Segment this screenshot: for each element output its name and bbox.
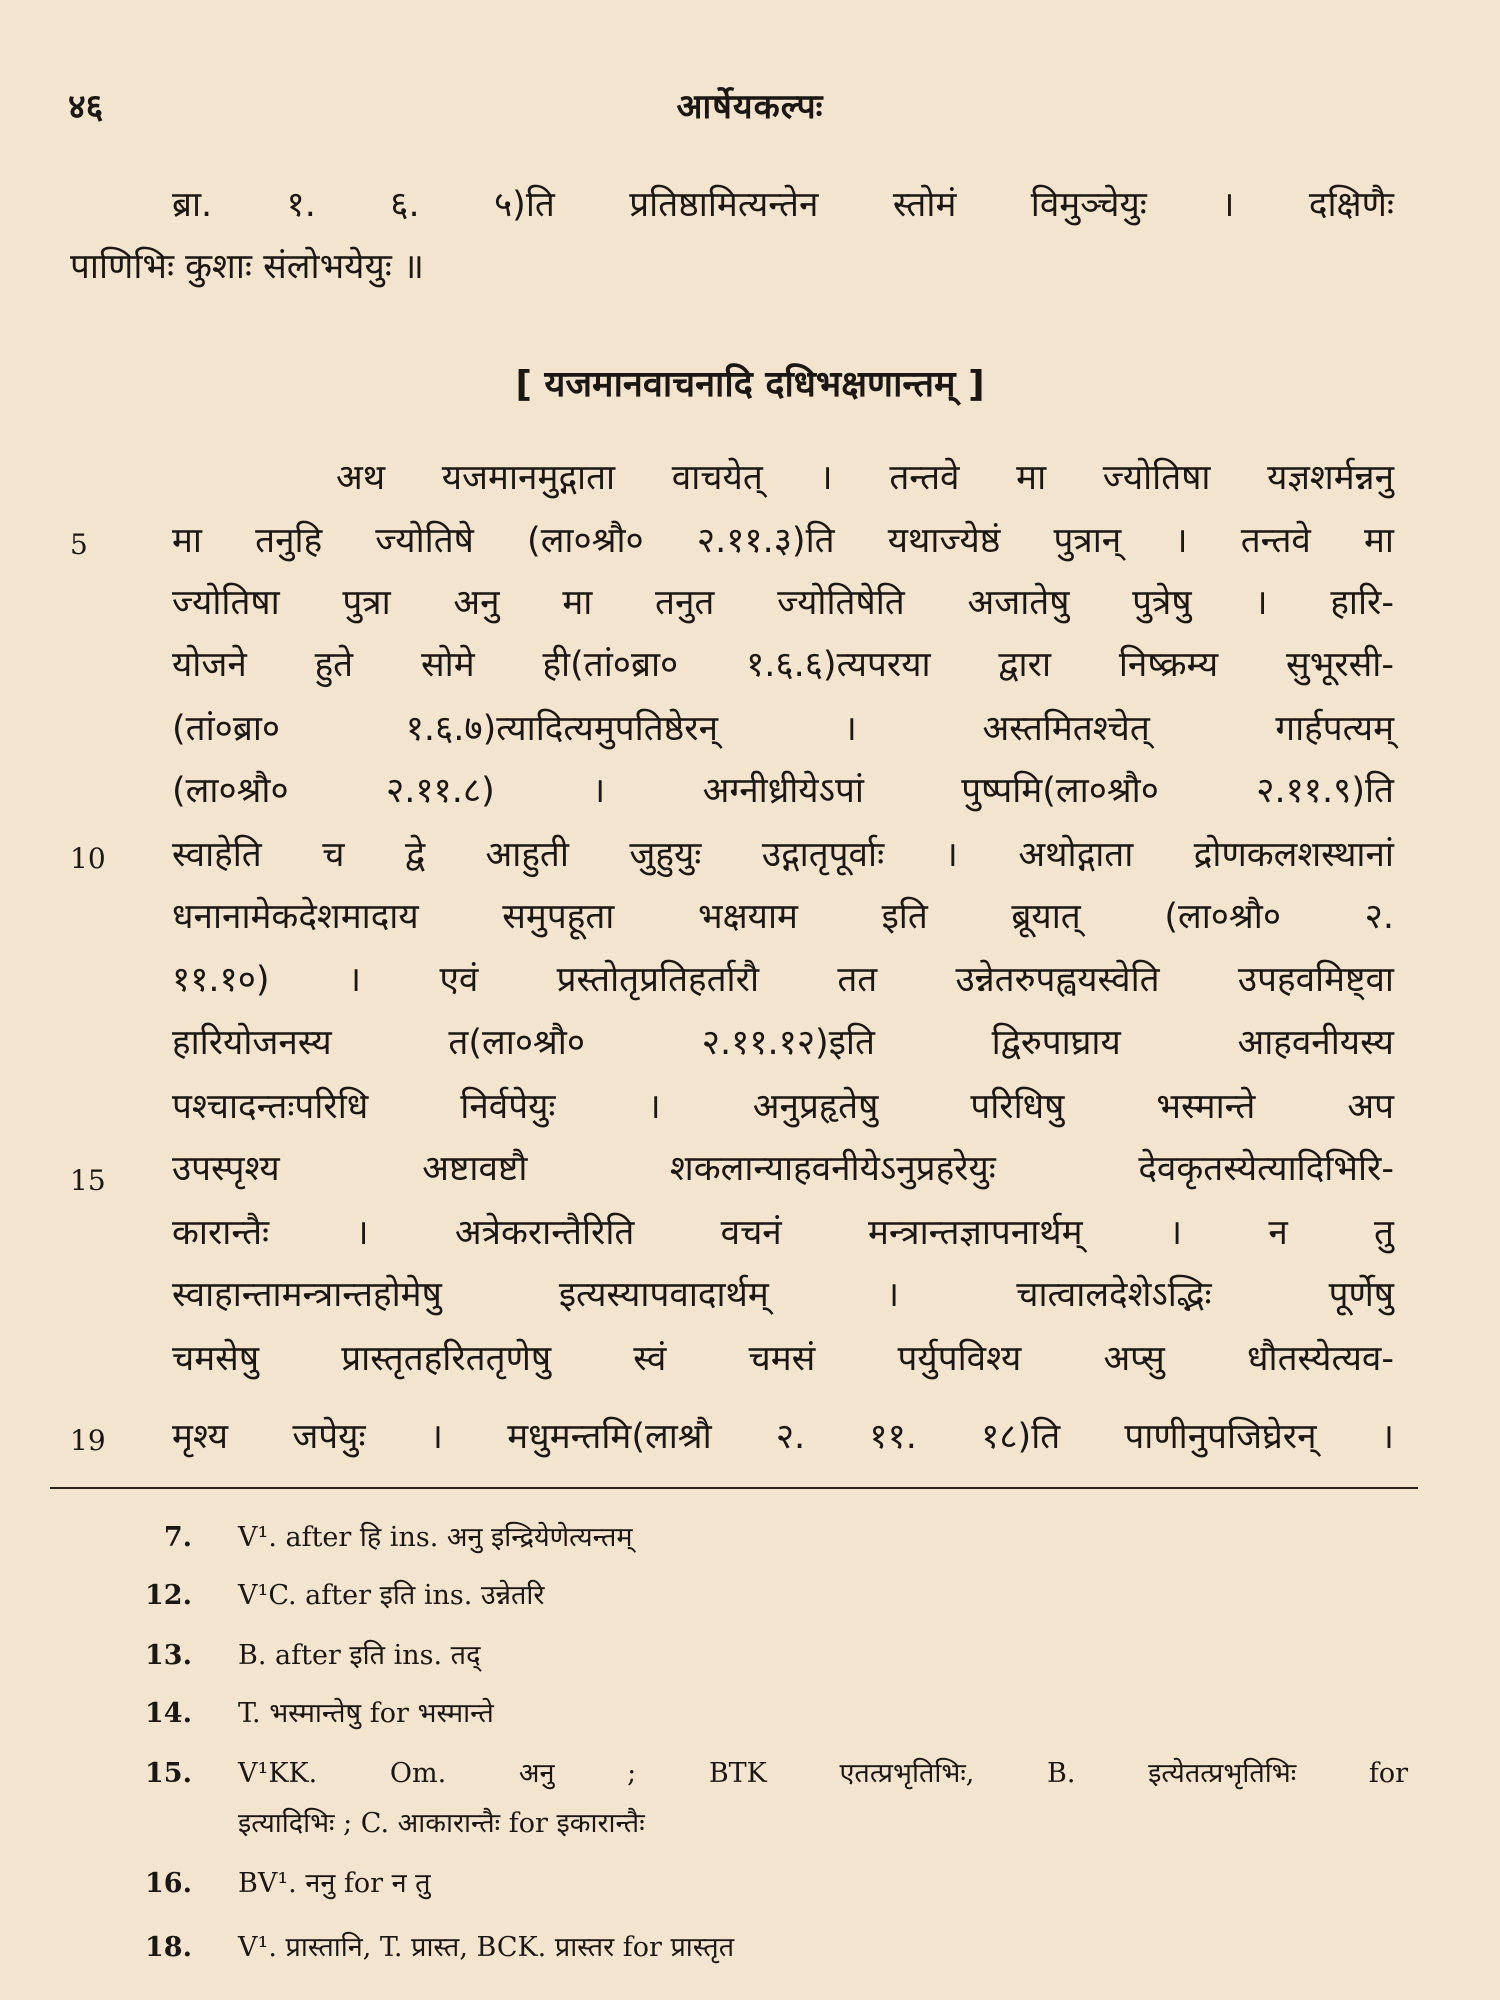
footnote-number: 14.	[145, 1698, 192, 1729]
footnote-number: 16.	[145, 1868, 192, 1899]
text-line: (तां०ब्रा० १.६.७)त्यादित्यमुपतिष्ठेरन् । अस्तमितश्चेत् गार्हपत्यम्	[172, 709, 1394, 749]
footnote-text: V¹KK. Om. अनु ; BTK एतत्प्रभृतिभिः, B. इत्येतत्प्रभृतिभिः for	[238, 1758, 1408, 1789]
line-number: 10	[70, 842, 106, 875]
footnote-text: BV¹. ननु for न तु	[238, 1868, 431, 1899]
text-line: पाणिभिः कुशाः संलोभयेयुः ॥	[70, 247, 424, 287]
text-line: स्वाहेति च द्वे आहुती जुहुयुः उद्गातृपूर्वाः । अथोद्गाता द्रोणकलशस्थानां	[172, 835, 1394, 875]
text-line: उपस्पृश्य अष्टावष्टौ शकलान्याहवनीयेऽनुप्रहरेयुः देवकृतस्येत्यादिभिरि-	[172, 1149, 1394, 1189]
footnote-number: 7.	[163, 1522, 192, 1553]
text-line: हारियोजनस्य त(ला०श्रौ० २.११.१२)इति द्विरुपाघ्राय आहवनीयस्य	[172, 1023, 1394, 1063]
footnote-text: V¹C. after इति ins. उन्नेतरि	[238, 1580, 545, 1611]
text-line: पश्चादन्तःपरिधि निर्वपेयुः । अनुप्रहृतेषु परिधिषु भस्मान्ते अप	[172, 1087, 1394, 1127]
text-line: ब्रा. १. ६. ५)ति प्रतिष्ठामित्यन्तेन स्तोमं विमुञ्चेयुः । दक्षिणैः	[172, 185, 1394, 225]
footnote-text: V¹. प्रास्तानि, T. प्रास्त, BCK. प्रास्तर for प्रास्तृत	[238, 1932, 735, 1963]
text-line: धनानामेकदेशमादाय समुपहूता भक्षयाम इति ब्रूयात् (ला०श्रौ० २.	[172, 897, 1394, 937]
footnote-rule	[50, 1487, 1418, 1489]
text-line: मृश्य जपेयुः । मधुमन्तमि(लाश्रौ २. ११. १८)ति पाणीनुपजिघ्रेरन् ।	[172, 1417, 1394, 1457]
text-line: मा तनुहि ज्योतिषे (ला०श्रौ० २.११.३)ति यथाज्येष्ठं पुत्रान् । तन्तवे मा	[172, 521, 1394, 561]
footnote-number: 15.	[145, 1758, 192, 1789]
page-header	[0, 82, 1500, 132]
line-number: 15	[70, 1164, 106, 1197]
line-number: 19	[70, 1424, 106, 1457]
footnote-text: V¹. after हि ins. अनु इन्द्रियेणेत्यन्तम्	[238, 1522, 633, 1553]
footnote-number: 12.	[145, 1580, 192, 1611]
footnote-number: 13.	[145, 1640, 192, 1671]
text-line: ज्योतिषा पुत्रा अनु मा तनुत ज्योतिषेति अजातेषु पुत्रेषु । हारि-	[172, 583, 1394, 623]
footnote-text: T. भस्मान्तेषु for भस्मान्ते	[238, 1698, 494, 1729]
text-line: ११.१०) । एवं प्रस्तोतृप्रतिहर्तारौ तत उन्नेतरुपह्वयस्वेति उपहवमिष्ट्वा	[172, 960, 1394, 1000]
text-line: स्वाहान्तामन्त्रान्तहोमेषु इत्यस्यापवादार्थम् । चात्वालदेशेऽद्भिः पूर्णेषु	[172, 1275, 1394, 1315]
line-number: 5	[70, 528, 88, 561]
text-line: (ला०श्रौ० २.११.८) । अग्नीध्रीयेऽपां पुष्पमि(ला०श्रौ० २.११.९)ति	[172, 771, 1394, 811]
page-number: ४६	[68, 87, 104, 127]
text-line: अथ यजमानमुद्गाता वाचयेत् । तन्तवे मा ज्योतिषा यज्ञशर्मन्ननु	[336, 458, 1394, 498]
text-line: चमसेषु प्रास्तृतहरिततृणेषु स्वं चमसं पर्युपविश्य अप्सु धौतस्येत्यव-	[172, 1339, 1394, 1379]
footnote-text: B. after इति ins. तद्	[238, 1640, 481, 1671]
footnote-continuation: इत्यादिभिः ; C. आकारान्तैः for इकारान्तैः	[238, 1808, 645, 1839]
text-line: योजने हुते सोमे ही(तां०ब्रा० १.६.६)त्यपरया द्वारा निष्क्रम्य सुभूरसी-	[172, 645, 1394, 685]
section-heading: [ यजमानवाचनादि दधिभक्षणान्तम् ]	[515, 364, 985, 405]
text-line: कारान्तैः । अत्रेकरान्तैरिति वचनं मन्त्रान्तज्ञापनार्थम् । न तु	[172, 1213, 1394, 1253]
running-title: आर्षेयकल्पः	[676, 87, 824, 127]
footnote-number: 18.	[145, 1932, 192, 1963]
